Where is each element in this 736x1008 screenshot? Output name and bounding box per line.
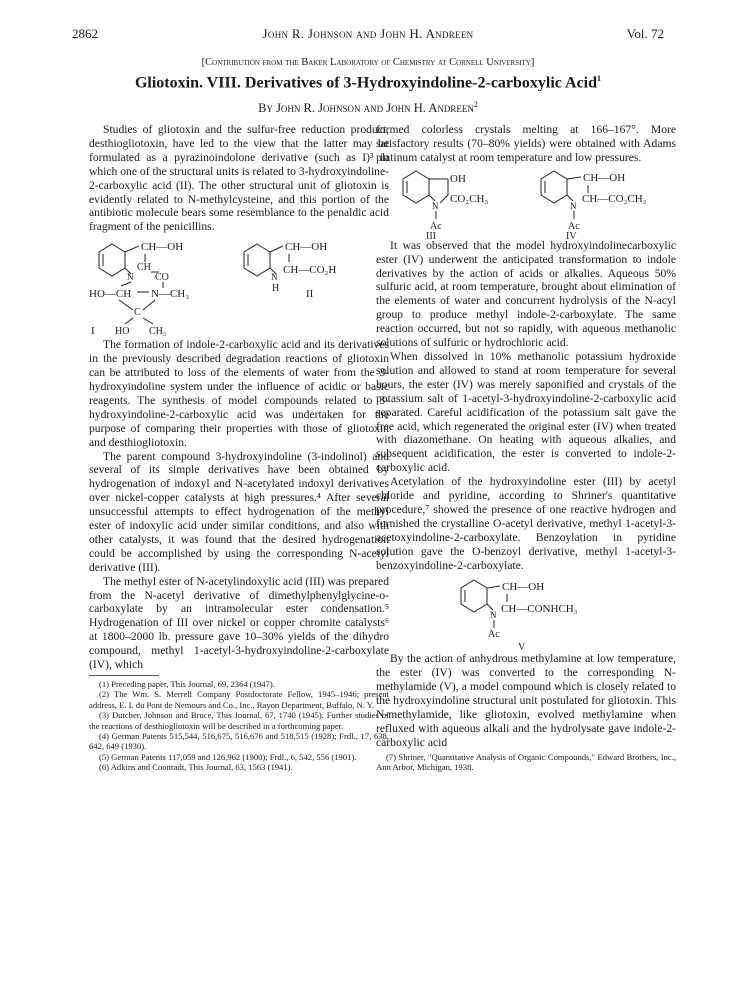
footnote: (2) The Wm. S. Merrell Company Postdoctorate Fellow, 1945–1946; present address, E. I. du Pont de Nemours and Co., Inc., Rayon Department, Buffalo, N. Y. <box>89 689 389 710</box>
footnote: (6) Adkins and Coonradt, This Journal, 63, 1563 (1941). <box>99 762 293 773</box>
right-column <box>376 123 676 773</box>
paragraph: It was observed that the model hydroxyindolinecarboxylic ester (IV) underwent the anticipated transformation to indole derivatives by the action of acids or alkalies. Aqueous 50% sulfuric acid, at room temperature, brought about elimination of the elements of water and concurrent hydrolysis of the N-acyl group to produce methyl indole-2-carboxylate. The same reaction occurred, but not so rapidly, with aqueous methanolic solutions of sulfuric or hydrochloric acid. <box>376 238 676 350</box>
paragraph: Studies of gliotoxin and the sulfur-free reduction product, desthiogliotoxin, have led to the view that the latter may be formulated as a pyrazinoindolone derivative (such as I)³ in which one of the structural units is related to 3-hydroxyindoline-2-carboxylic acid (II). The other structural unit of gliotoxin is evidently related to N-methylcysteine, and this portion of the antibiotic molecule bears some resemblance to the penaldic acid fragment of the penicillins. <box>89 123 389 234</box>
footnote: (3) Dutcher, Johnson and Bruce, This Journal, 67, 1740 (1945). Further studies of the reactions of desthiogliotoxin will be described in a forthcoming paper. <box>89 710 389 731</box>
paragraph: The parent compound 3-hydroxyindoline (3-indolinol) and several of its simple derivatives have been obtained by hydrogenation of indoxyl and N-acetylated indoxyl derivatives over nickel-copper catalysts at high pressures.⁴ After several unsuccessful attempts to effect hydrogenation of the methyl ester of indoxylic acid under similar conditions, and also with other catalysts, it was found that the desired hydrogenation could be accomplished by using the corresponding N-acetyl derivative (III). <box>89 449 389 574</box>
struct-ii-co2h: CH—CO₂H <box>283 264 337 277</box>
struct-i-co: CO <box>155 272 169 284</box>
struct-v-n: N <box>490 610 497 621</box>
struct-iv-co2ch3: CH—CO₂CH₃ <box>582 192 647 205</box>
running-authors: John R. Johnson and John H. Andreen <box>262 26 474 41</box>
structure-i <box>89 241 189 337</box>
struct-i-c: C <box>134 307 141 319</box>
footnote: (7) Shriner, "Quantitative Analysis of Organic Compounds," Edward Brothers, Inc., Ann Arbor, Michigan, 1938. <box>376 751 676 773</box>
struct-iv-ac: Ac <box>568 220 580 232</box>
struct-iii-ac: Ac <box>430 220 442 232</box>
title-footnote-ref: 1 <box>597 74 602 83</box>
footnote-rule <box>89 675 159 676</box>
struct-iii-label: III <box>426 230 436 239</box>
running-header <box>0 26 736 46</box>
struct-i-hoch: HO—CH <box>89 288 132 301</box>
volume-number: Vol. 72 <box>626 26 664 41</box>
struct-iii-co2ch3: CO₂CH₃ <box>450 192 489 205</box>
struct-ii-choh: CH—OH <box>285 241 328 254</box>
struct-iii-n: N <box>432 200 439 211</box>
struct-v-choh: CH—OH <box>502 581 545 594</box>
struct-i-ho: HO <box>115 326 130 338</box>
paragraph: formed colorless crystals melting at 166–167°. More satisfactory results (70–80% yields) were obtained with Adams platinum catalyst at room temperature and low pressures. <box>376 123 676 164</box>
struct-v-conh: CH—CONHCH₃ <box>501 603 578 616</box>
struct-v-label: V <box>518 642 526 653</box>
structures-iii-iv <box>376 165 676 239</box>
paragraph: The formation of indole-2-carboxylic acid and its derivatives in the previously described degradation reactions of gliotoxin can be attributed to loss of the elements of water from the 3-hydroxyindoline system under the influence of acidic or basic reagents. The synthesis of model compounds related to 3-hydroxyindoline-2-carboxylic acid was undertaken for the purpose of comparing their properties with those of gliotoxin and desthiogliotoxin. <box>89 338 389 449</box>
byline-footnote-ref: 2 <box>473 100 478 109</box>
footnote: (5) German Patents 117,059 and 126,962 (1900); Frdl., 6, 542, 556 (1901). <box>99 751 357 762</box>
struct-iv-label: IV <box>566 230 577 239</box>
struct-ii-h: H <box>272 283 280 295</box>
struct-i-label: I <box>91 325 95 338</box>
byline-text: By John R. Johnson and John H. Andreen <box>258 101 474 116</box>
struct-i-ch3: CH₃ <box>149 326 167 338</box>
left-column <box>89 123 389 773</box>
structure-iii <box>403 171 488 239</box>
struct-iv-n: N <box>570 200 577 211</box>
byline <box>0 100 736 116</box>
struct-i-n: N <box>127 272 134 283</box>
contribution-line: [Contribution from the Baker Laboratory of Chemistry at Cornell University] <box>201 57 535 68</box>
struct-iv-choh: CH—OH <box>583 171 626 184</box>
struct-ii-label: II <box>306 288 314 301</box>
paragraph: The methyl ester of N-acetylindoxylic acid (III) was prepared from the N-acetyl derivative of dimethylphenylglycine-o-carboxylate by an intramolecular ester condensation.⁵ Hydrogenation of III over nickel or copper chromite catalysts⁶ at 1800–2000 lb. pressure gave 10–30% yields of the dihydro compound, methyl 1-acetyl-3-hydroxyindoline-2-carboxylate (IV), which <box>89 574 389 672</box>
struct-i-choh: CH—OH <box>141 241 184 254</box>
structure-v <box>376 572 676 652</box>
paragraph: When dissolved in 10% methanolic potassium hydroxide solution and allowed to stand at room temperature for several hours, the ester (IV) was merely saponified and crystals of the potassium salt of 1-acetyl-3-hydroxyindoline-2-carboxylic acid separated. Careful acidification of the potassium salt gave the free acid, which regenerated the original ester (IV) when treated with diazomethane. On heating with aqueous alkalies, and subsequent acidification, the ester is converted to indole-2-carboxylic acid. <box>376 349 676 475</box>
struct-i-nch3: N—CH₃ <box>151 288 190 301</box>
footnote: (1) Preceding paper, This Journal, 69, 2364 (1947). <box>99 679 275 689</box>
structures-i-ii <box>89 234 389 338</box>
struct-ii-n: N <box>271 272 278 283</box>
structure-iv <box>541 171 647 239</box>
page-number: 2862 <box>72 26 98 41</box>
paragraph: Acetylation of the hydroxyindoline ester (III) by acetyl chloride and pyridine, according to Shriner's quantitative procedure,⁷ showed the presence of one reactive hydrogen and furnished the crystalline O-acetyl derivative, methyl 1-acetyl-3-acetoxyindoline-2-carboxylate. Benzoylation in pyridine solution gave the O-benzoyl derivative, methyl 1-acetyl-3-benzoxyindoline-2-carboxylate. <box>376 475 676 572</box>
paper-title <box>0 74 736 92</box>
structure-ii <box>244 241 336 300</box>
struct-v-ac: Ac <box>488 629 500 641</box>
footnote: (4) German Patents 515,544, 516,675, 516,676 and 518,515 (1928); Frdl., 17, 638, 642, 649 (1930). <box>89 731 389 752</box>
paragraph: By the action of anhydrous methylamine at low temperature, the ester (IV) was converted to the corresponding N-methylamide (V), a model compound which is closely related to the hydroxyindoline structural unit postulated for gliotoxin. This N-methylamide, like gliotoxin, evolved methylamine when refluxed with aqueous alkali and the hydrolysate gave indole-2-carboxylic acid <box>376 652 676 749</box>
title-text: Gliotoxin. VIII. Derivatives of 3-Hydroxyindoline-2-carboxylic Acid <box>134 74 598 92</box>
struct-iii-oh: OH <box>450 172 466 185</box>
struct-i-ch: CH <box>137 262 151 274</box>
